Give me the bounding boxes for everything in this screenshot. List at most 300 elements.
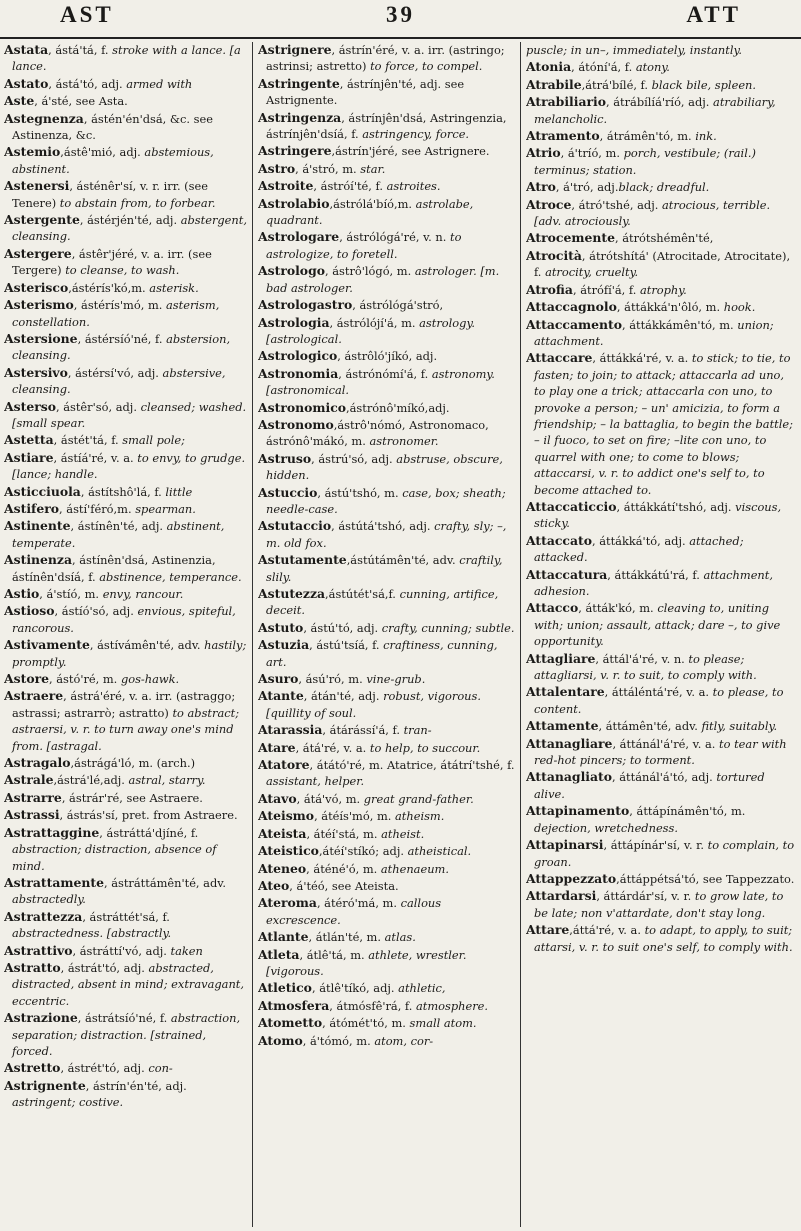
entry-grammar-note: m.: [373, 809, 395, 824]
entry-headword: Ateo: [258, 877, 290, 893]
entry-pronunciation: , ástrát'tó,: [60, 960, 121, 975]
dictionary-entry: [4, 246, 248, 279]
dictionary-entry: [258, 110, 515, 143]
entry-pronunciation: , ástrólójí'á,: [329, 315, 398, 330]
dictionary-entry: [4, 825, 248, 874]
dictionary-entry: [4, 144, 248, 177]
entry-pronunciation: , átéís'mó,: [314, 809, 374, 824]
entry-headword: Astetta: [4, 432, 54, 448]
entry-headword: Asterismo: [4, 297, 74, 313]
dictionary-entry: [4, 450, 248, 483]
entry-grammar-note: v. a. irr. (astringo; astrinsi; astretto): [266, 43, 505, 74]
entry-pronunciation: , ástrátsíó'né,: [77, 1011, 157, 1026]
entry-headword: Astersione: [4, 330, 78, 346]
entry-definition: cunning, artifice, deceit.: [266, 587, 499, 618]
entry-headword: Attacco: [526, 600, 579, 616]
entry-headword: Astenersi: [4, 178, 70, 194]
entry-definition: hook.: [723, 300, 756, 315]
dictionary-entry: [526, 499, 798, 532]
dictionary-entry: [4, 603, 248, 636]
dictionary-entry: [258, 843, 515, 859]
entry-headword: Astiare: [4, 449, 54, 465]
entry-definition: puscle; in un–, immediately, instantly.: [526, 43, 743, 57]
entry-definition: to abstract; astraersi, v. r. to turn away one's mind from. [astragal.: [12, 705, 240, 753]
dictionary-entry: [258, 552, 515, 585]
entry-pronunciation: , átéró'má,: [316, 896, 379, 911]
entry-pronunciation: , áttákkámên'tó,: [621, 317, 716, 332]
entry-pronunciation: , ástráttí'vó,: [72, 943, 143, 958]
entry-definition: asterism, constellation.: [12, 298, 220, 329]
dictionary-entry: [526, 922, 798, 955]
entry-pronunciation: , áttákkátú'rá,: [607, 567, 689, 582]
entry-grammar-note: m.: [393, 264, 415, 279]
entry-pronunciation: ,ástrá'lé,: [53, 773, 104, 788]
entry-grammar-note: f.: [187, 825, 199, 840]
entry-headword: Astuto: [258, 619, 304, 635]
entry-headword: Asuro: [258, 671, 299, 687]
entry-grammar-note: m.: [144, 298, 167, 313]
entry-headword: Astrattivo: [4, 942, 73, 958]
entry-pronunciation: , ástrú'só,: [311, 451, 368, 466]
entry-definition: to stick; to tie, to fasten; to join; to attack; attaccarla ad uno, to play one a trick; attaccarla con uno, to provoke a person; – un' amicizia, to form a friendship; – la battaglia, to begin the battle; – il fuoco, to set on fire; –lite con uno, to quarrel with one; to come to blows; attaccarsi, v. r. to addict one's self to, to become attached to.: [534, 351, 793, 497]
entry-grammar-note: see Ateista.: [328, 878, 399, 893]
entry-headword: Astratto: [4, 959, 61, 975]
dictionary-entry: [526, 651, 798, 684]
entry-pronunciation: , átárássí'á,: [322, 723, 389, 738]
dictionary-entry: [526, 736, 798, 769]
entry-headword: Astemio: [4, 144, 61, 160]
entry-pronunciation: ,ástútét'sá,: [325, 587, 389, 601]
entry-pronunciation: , átóní'á,: [571, 60, 622, 75]
entry-grammar-note: m.: [131, 280, 150, 295]
entry-headword: Atro: [526, 179, 556, 195]
entry-headword: Attare: [526, 922, 570, 938]
entry-grammar-note: adj.: [161, 1078, 187, 1093]
entry-grammar-note: m.: [342, 791, 364, 806]
entry-pronunciation: , ástêr'só,: [55, 399, 113, 414]
entry-headword: Attardarsi: [526, 888, 597, 904]
entry-definition: robust, vigorous. [quillity of soul.: [266, 689, 481, 720]
dictionary-entry: [258, 998, 515, 1014]
dictionary-entry: [4, 755, 248, 771]
entry-definition: atheism.: [395, 809, 445, 824]
entry-definition: astrology. [astrological.: [266, 315, 475, 346]
entry-definition: to tear with red-hot pincers; to torment.: [534, 736, 787, 768]
entry-grammar-note: adj.: [152, 213, 181, 228]
entry-pronunciation: , átrábílíá'ríó,: [606, 95, 685, 110]
entry-definition: craftily, slily.: [266, 553, 503, 584]
entry-headword: Attaccatura: [526, 566, 608, 582]
entry-pronunciation: , ástú'tshó,: [317, 485, 381, 500]
entry-pronunciation: , ástêr'jéré,: [71, 246, 138, 261]
entry-pronunciation: , ástráttámên'té,: [103, 875, 200, 890]
dictionary-entry: [4, 93, 248, 109]
entry-grammar-note: see Asta.: [72, 94, 128, 109]
entry-definition: dejection, wretchedness.: [534, 820, 678, 835]
entry-grammar-note: adj.: [428, 400, 450, 415]
entry-headword: Astrazione: [4, 1010, 78, 1026]
entry-grammar-note: adv.: [429, 553, 460, 568]
entry-grammar-note: f.: [156, 1011, 171, 1026]
dictionary-entry: [4, 280, 248, 296]
entry-definition: con-: [148, 1061, 173, 1076]
entry-grammar-note: adj.: [687, 770, 717, 785]
entry-definition: crafty, sly; –, m. old fox.: [266, 519, 507, 550]
entry-definition: abstersion, cleansing.: [12, 331, 231, 363]
entry-definition: craftiness, cunning, art.: [266, 638, 498, 669]
dictionary-entry: [526, 230, 798, 246]
dictionary-entry: [4, 331, 248, 364]
entry-pronunciation: , áttánál'á'ré,: [612, 736, 690, 751]
entry-pronunciation: , ástén'én'dsá,: [83, 111, 167, 126]
entry-grammar-note: m.: [380, 485, 403, 500]
entry-grammar-note: m.: [362, 930, 385, 945]
entry-pronunciation: , ástérjén'té,: [79, 213, 153, 228]
entry-headword: Astronomia: [258, 365, 339, 381]
column-divider: [252, 42, 253, 1227]
entry-headword: Attanagliare: [526, 735, 613, 751]
entry-pronunciation: , ástrét'tó,: [60, 1061, 120, 1076]
entry-grammar-note: see Astraere.: [122, 790, 203, 805]
entry-pronunciation: , átrótshítá': [581, 248, 649, 263]
entry-definition: abstinent, temperate.: [12, 519, 225, 550]
entry-grammar-note: v. n.: [657, 651, 689, 666]
dictionary-entry: [526, 197, 798, 230]
entry-headword: Ateistico: [258, 843, 319, 859]
entry-pronunciation: , áttárdár'sí,: [596, 889, 668, 904]
entry-grammar-note: f.: [368, 638, 384, 653]
dictionary-entry: [4, 807, 248, 823]
entry-pronunciation: ,áttáppétsá'tó,: [616, 871, 700, 886]
dictionary-entry: [258, 878, 515, 894]
dictionary-entry: [258, 808, 515, 824]
entry-headword: Astegnenza: [4, 110, 84, 126]
dictionary-entry: [4, 432, 248, 448]
entry-headword: Astraere: [4, 688, 64, 704]
entry-grammar-note: v. a.: [689, 736, 720, 751]
entry-definition: atrabiliary, melancholic.: [534, 95, 776, 126]
dictionary-entry: [258, 417, 515, 450]
dictionary-entry: [526, 128, 798, 144]
entry-grammar-note: m.: [117, 501, 136, 516]
entry-pronunciation: , ástrín'éré,: [331, 43, 399, 57]
dictionary-entry: [258, 400, 515, 416]
header-right-guideword: ATT: [686, 2, 741, 27]
entry-headword: Asterso: [4, 398, 56, 414]
entry-headword: Astrattamente: [4, 874, 104, 890]
entry-headword: Astata: [4, 42, 49, 57]
entry-grammar-note: m.: [99, 672, 121, 687]
entry-grammar-note: adj.: [684, 95, 714, 110]
entry-definition: attached; attacked.: [534, 533, 744, 565]
entry-headword: Attanagliato: [526, 769, 613, 785]
dictionary-entry: [526, 718, 798, 734]
entry-definition: cleaving to, uniting with; union; assault, attack; dare –, to give opportunity.: [534, 601, 781, 649]
entry-grammar-note: m.: [338, 161, 361, 176]
entry-definition: to please; attagliarsi, v. r. to suit, to comply with.: [534, 651, 757, 683]
entry-pronunciation: , ástrás'sí,: [59, 808, 119, 823]
dictionary-entry: [258, 178, 515, 194]
entry-definition: astroites.: [386, 179, 441, 194]
entry-headword: Astutamente: [258, 552, 347, 568]
dictionary-entry: [4, 637, 248, 670]
entry-headword: Astronomico: [258, 399, 347, 415]
dictionary-entry: [4, 1078, 248, 1111]
entry-headword: Atrocemente: [526, 230, 615, 246]
entry-grammar-note: m.: [346, 947, 369, 962]
entry-definition: asterisk.: [149, 280, 199, 295]
entry-definition: tortured alive.: [534, 770, 765, 801]
entry-headword: Attaccagnolo: [526, 299, 617, 315]
entry-headword: Attaccato: [526, 532, 592, 548]
entry-pronunciation: , ástráttá'djíné,: [99, 825, 188, 840]
dictionary-entry: [258, 947, 515, 980]
entry-pronunciation: , átéí'stá,: [306, 826, 360, 841]
entry-grammar-note: v. a. irr. (see Tergere): [12, 246, 212, 278]
entry-pronunciation: , ástínên'té,: [70, 519, 139, 534]
entry-grammar-note: adj.: [633, 197, 662, 212]
dictionary-entry: [258, 740, 515, 756]
entry-headword: Attapinamento: [526, 803, 630, 819]
entry-pronunciation: , ástá'tá,: [48, 43, 98, 57]
entry-definition: abstractedness. [abstractly.: [12, 926, 172, 941]
entry-pronunciation: , á'tómó,: [302, 1033, 353, 1048]
entry-headword: Ateismo: [258, 808, 315, 824]
dictionary-entry: [526, 600, 798, 649]
entry-grammar-note: adj.: [119, 1061, 149, 1076]
entry-grammar-note: m.: [344, 672, 367, 687]
entry-headword: Astretto: [4, 1060, 61, 1076]
entry-headword: Ateroma: [258, 895, 317, 911]
entry-pronunciation: , ástérís'mó,: [73, 298, 145, 313]
entry-pronunciation: , ástí'féró,: [59, 501, 118, 516]
entry-pronunciation: , áttákkátí'tshó,: [616, 499, 707, 514]
entry-grammar-note: m.: [387, 1016, 410, 1031]
entry-grammar-note: m.: [359, 826, 382, 841]
dictionary-entry: [526, 282, 798, 298]
dictionary-entry: [526, 42, 798, 58]
dictionary-entry: [4, 42, 248, 75]
entry-definition: astronomer.: [369, 434, 439, 449]
entry-grammar-note: m.: [727, 804, 746, 819]
entry-definition: envious, spiteful, rancorous.: [12, 604, 236, 635]
entry-grammar-note: pret. from Astraere.: [118, 808, 238, 823]
entry-grammar-note: adj.: [706, 499, 736, 514]
dictionary-entry: [258, 1033, 515, 1049]
entry-pronunciation: , ástítshô'lá,: [80, 484, 151, 499]
entry-pronunciation: , áttánál'á'tó,: [612, 770, 688, 785]
entry-grammar-note: f.: [625, 282, 640, 297]
dictionary-entry: [4, 111, 248, 144]
entry-headword: Ateista: [258, 825, 307, 841]
dictionary-entry: [4, 772, 248, 788]
entry-definition: union; attachment.: [534, 317, 774, 348]
entry-grammar-note: adj.: [405, 519, 435, 534]
entry-pronunciation: , áttákká'tó,: [591, 533, 661, 548]
entry-headword: Astrologico: [258, 348, 338, 364]
entry-definition: great grand-father.: [363, 791, 474, 806]
entry-definition: black bile, spleen.: [651, 77, 757, 92]
entry-pronunciation: , ástrínjên'té,: [339, 76, 417, 91]
dictionary-entry: [4, 943, 248, 959]
entry-definition: assistant, helper.: [266, 774, 365, 789]
entry-pronunciation: , ástá'tó,: [48, 76, 98, 91]
dictionary-entry: [526, 59, 798, 75]
entry-pronunciation: , áttáléntá'ré,: [604, 685, 683, 700]
dictionary-entry: [4, 501, 248, 517]
entry-definition: atmosphere.: [415, 998, 489, 1013]
dictionary-entry: [258, 315, 515, 348]
entry-headword: Astinenza: [4, 552, 72, 568]
entry-definition: crafty, cunning; subtle.: [381, 620, 515, 635]
entry-grammar-note: (Atrocitade, Atrocitate), f.: [534, 248, 791, 280]
entry-headword: Atrio: [526, 145, 561, 161]
entry-headword: Astrattaggine: [4, 824, 100, 840]
dictionary-entry: [4, 212, 248, 245]
entry-definition: to force, to compel.: [370, 59, 483, 74]
entry-pronunciation: , átátó'ré,: [309, 758, 366, 773]
entry-pronunciation: , ástrólógá'ré,: [339, 230, 420, 245]
entry-grammar-note: v. a.: [614, 923, 645, 938]
entry-headword: Astinente: [4, 518, 71, 534]
dictionary-entry: [4, 688, 248, 754]
entry-headword: Astuccio: [258, 484, 318, 500]
dictionary-entry: [258, 161, 515, 177]
entry-headword: Atomo: [258, 1032, 303, 1048]
dictionary-entry: [4, 1010, 248, 1059]
page-number: 39: [386, 2, 415, 27]
entry-headword: Astrologare: [258, 229, 340, 245]
entry-definition: case, box; sheath; needle-case.: [266, 485, 506, 516]
dictionary-entry: [526, 350, 798, 498]
entry-headword: Atroce: [526, 196, 572, 212]
entry-headword: Atante: [258, 688, 304, 704]
entry-grammar-note: adj.: [142, 943, 171, 958]
entry-grammar-note: adj.: [97, 76, 127, 91]
entry-definition: callous excrescence.: [266, 896, 442, 927]
dictionary-entry: [526, 94, 798, 127]
dictionary-entry: [258, 757, 515, 790]
entry-headword: Astringenza: [258, 109, 342, 125]
entry-pronunciation: ,ástê'mió,: [60, 145, 116, 160]
entry-grammar-note: v. a.: [661, 351, 692, 366]
dictionary-entry: [258, 348, 515, 364]
entry-grammar-note: m.: [673, 129, 696, 144]
dictionary-entry: [258, 229, 515, 262]
entry-headword: Astrignere: [258, 42, 332, 57]
page-header: [0, 2, 801, 36]
dictionary-entry: [258, 366, 515, 399]
entry-pronunciation: , áttákká'ré,: [592, 351, 662, 366]
entry-pronunciation: ,ástrónô'míkó,: [346, 400, 429, 415]
entry-pronunciation: , ástrár'ré,: [61, 790, 123, 805]
dictionary-entry: [526, 77, 798, 93]
entry-headword: Astrarre: [4, 789, 62, 805]
entry-definition: abstergent, cleansing.: [12, 213, 247, 244]
entry-definition: to adapt, to apply, to suit; attarsi, v. r. to suit one's self, to comply with.: [534, 923, 793, 954]
entry-pronunciation: , á'tró,: [555, 180, 594, 195]
entry-definition: astringency, force.: [362, 127, 470, 142]
dictionary-entry: [258, 1015, 515, 1031]
entry-pronunciation: , átrótshémên'té,: [614, 231, 714, 246]
dictionary-entry: [258, 620, 515, 636]
entry-definition: abstruse, obscure, hidden.: [266, 451, 503, 483]
entry-headword: Astrale: [4, 772, 54, 788]
entry-definition: atlas.: [384, 930, 416, 945]
entry-pronunciation: , á'tríó,: [560, 146, 602, 161]
dictionary-entry: [526, 769, 798, 802]
entry-grammar-note: adj.: [369, 981, 399, 996]
entry-pronunciation: , ásténêr'sí,: [69, 179, 137, 194]
entry-pronunciation: , ástrô'lógó,: [325, 264, 394, 279]
entry-definition: porch, vestibule; (rail.) terminus; station.: [534, 146, 756, 177]
entry-headword: Astronomo: [258, 416, 334, 432]
entry-grammar-note: f.: [636, 77, 652, 92]
entry-grammar-note: m. Atatrice, átátrí'tshé, f.: [365, 758, 515, 773]
entry-grammar-note: see Tappezzato.: [699, 871, 795, 886]
entry-pronunciation: ,ástrólá'bíó,: [329, 196, 398, 211]
entry-definition: small atom.: [409, 1016, 477, 1031]
entry-pronunciation: , áttápínár'sí,: [603, 838, 681, 853]
entry-definition: spearman.: [135, 501, 196, 516]
entry-grammar-note: adv.: [199, 875, 226, 890]
entry-headword: Attappezzato: [526, 870, 617, 886]
entry-grammar-note: v. n.: [419, 230, 450, 245]
entry-grammar-note: adj.: [353, 620, 382, 635]
entry-definition: black; dreadful.: [618, 180, 710, 195]
entry-definition: to abstain from, to forbear.: [59, 195, 216, 210]
entry-pronunciation: , ástíó'só,: [54, 604, 109, 619]
entry-pronunciation: , ástíá'ré,: [53, 450, 108, 465]
dictionary-entry: [4, 671, 248, 687]
entry-headword: Astivamente: [4, 637, 90, 653]
entry-pronunciation: ,ástrágá'ló,: [70, 756, 135, 771]
entry-pronunciation: , ástérsí'vó,: [67, 365, 135, 380]
entry-headword: Astro: [258, 160, 296, 176]
entry-headword: Astrologo: [258, 263, 326, 279]
dictionary-entry: [258, 861, 515, 877]
entry-pronunciation: , ástrónómí'á,: [338, 366, 418, 381]
entry-pronunciation: , átá'ré,: [295, 740, 340, 755]
entry-grammar-note: v. a.: [339, 740, 370, 755]
entry-headword: Astergere: [4, 245, 72, 261]
dictionary-entry: [526, 299, 798, 315]
entry-grammar-note: v. r.: [680, 838, 708, 853]
entry-grammar-note: f.: [388, 723, 404, 738]
entry-headword: Astergente: [4, 212, 80, 228]
column-1: [4, 42, 248, 1227]
entry-pronunciation: , ástráttét'sá,: [82, 909, 159, 924]
entry-definition: cleansed; washed. [small spear.: [12, 399, 247, 430]
entry-definition: abstraction; distraction, absence of mind.: [12, 842, 217, 873]
column-2: [258, 42, 515, 1227]
entry-definition: abstraction, separation; distraction. [strained, forced.: [12, 1011, 241, 1058]
dictionary-entry: [526, 684, 798, 717]
entry-definition: star.: [360, 161, 386, 176]
entry-grammar-note: m.: [81, 587, 103, 601]
entry-headword: Astroite: [258, 178, 314, 194]
entry-pronunciation: ,ástérís'kó,: [68, 280, 132, 295]
dictionary-entry: [4, 365, 248, 398]
entry-definition: stroke with a lance. [a lance.: [12, 43, 241, 74]
entry-pronunciation: , ástú'tó,: [303, 620, 354, 635]
entry-pronunciation: , ástú'tsíá,: [309, 638, 369, 653]
entry-grammar-note: m.: [397, 196, 416, 211]
dictionary-entry: [258, 895, 515, 928]
entry-grammar-note: m.: [352, 1033, 375, 1048]
entry-headword: Astato: [4, 75, 49, 91]
dictionary-entry: [526, 871, 798, 887]
